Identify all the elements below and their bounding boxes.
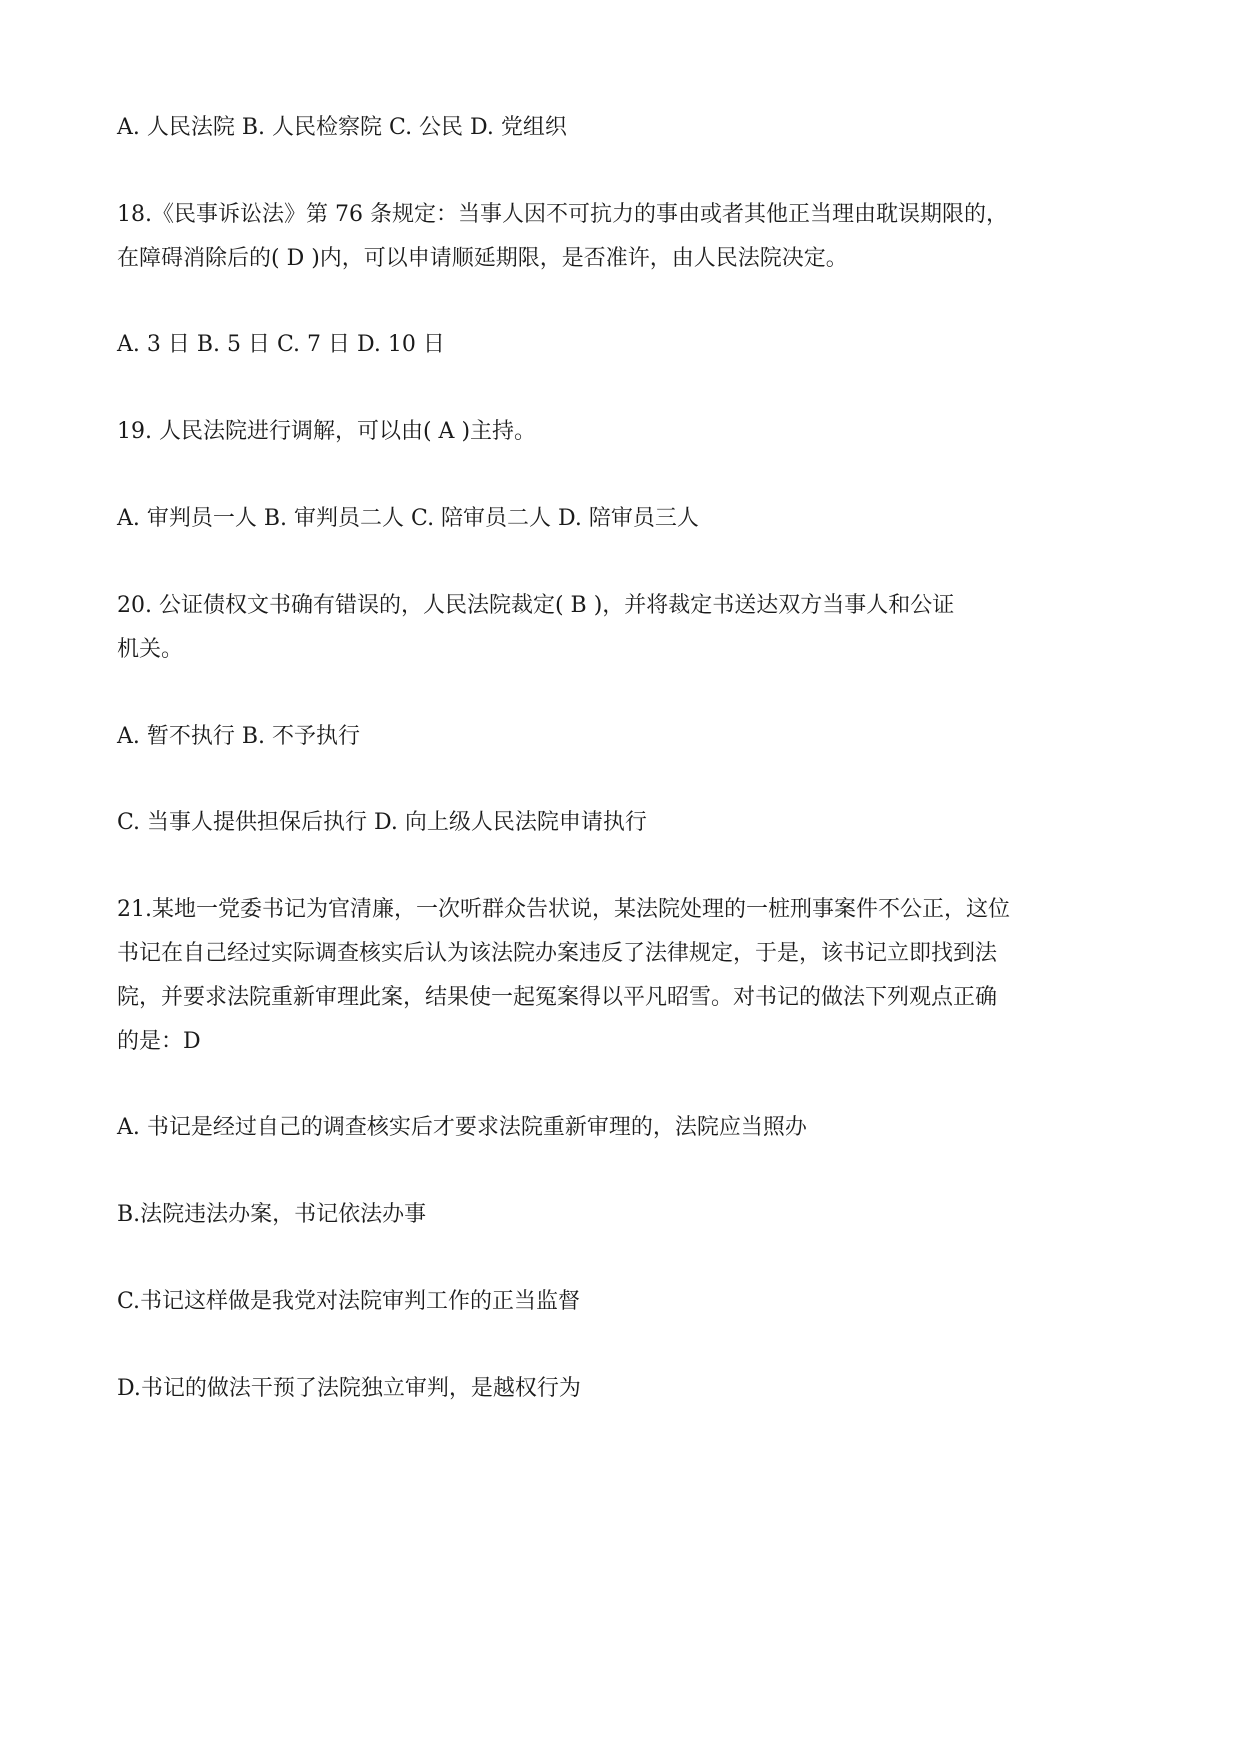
q21-option-d: D.书记的做法干预了法院独立审判，是越权行为 (117, 1376, 581, 1401)
q20-stem-line-1: 20. 公证债权文书确有错误的，人民法院裁定( B )，并将裁定书送达双方当事人和公证 (117, 593, 955, 618)
q18-stem-line-1: 18.《民事诉讼法》第 76 条规定：当事人因不可抗力的事由或者其他正当理由耽误期限的， (117, 202, 1008, 227)
q21-stem-line-1: 21.某地一党委书记为官清廉，一次听群众告状说，某法院处理的一桩刑事案件不公正，这位 (117, 897, 1010, 922)
q18-options: A. 3 日 B. 5 日 C. 7 日 D. 10 日 (117, 332, 445, 357)
q21-option-a: A. 书记是经过自己的调查核实后才要求法院重新审理的，法院应当照办 (117, 1115, 807, 1140)
q18-stem-line-2: 在障碍消除后的( D )内，可以申请顺延期限，是否准许，由人民法院决定。 (117, 246, 848, 271)
q20-options-line-1: A. 暂不执行 B. 不予执行 (117, 724, 361, 749)
q21-option-b: B.法院违法办案，书记依法办事 (117, 1202, 427, 1227)
q21-option-c: C.书记这样做是我党对法院审判工作的正当监督 (117, 1289, 581, 1314)
q19-options: A. 审判员一人 B. 审判员二人 C. 陪审员二人 D. 陪审员三人 (117, 506, 699, 531)
q20-options-line-2: C. 当事人提供担保后执行 D. 向上级人民法院申请执行 (117, 810, 647, 835)
q20-stem-line-2: 机关。 (117, 637, 184, 662)
q21-stem-line-4: 的是：D (117, 1029, 201, 1054)
q19-stem: 19. 人民法院进行调解，可以由( A )主持。 (117, 419, 537, 444)
q21-stem-line-2: 书记在自己经过实际调查核实后认为该法院办案违反了法律规定，于是，该书记立即找到法 (117, 941, 998, 966)
q21-stem-line-3: 院，并要求法院重新审理此案，结果使一起冤案得以平凡昭雪。对书记的做法下列观点正确 (117, 985, 998, 1010)
q17-options: A. 人民法院 B. 人民检察院 C. 公民 D. 党组织 (117, 115, 567, 140)
